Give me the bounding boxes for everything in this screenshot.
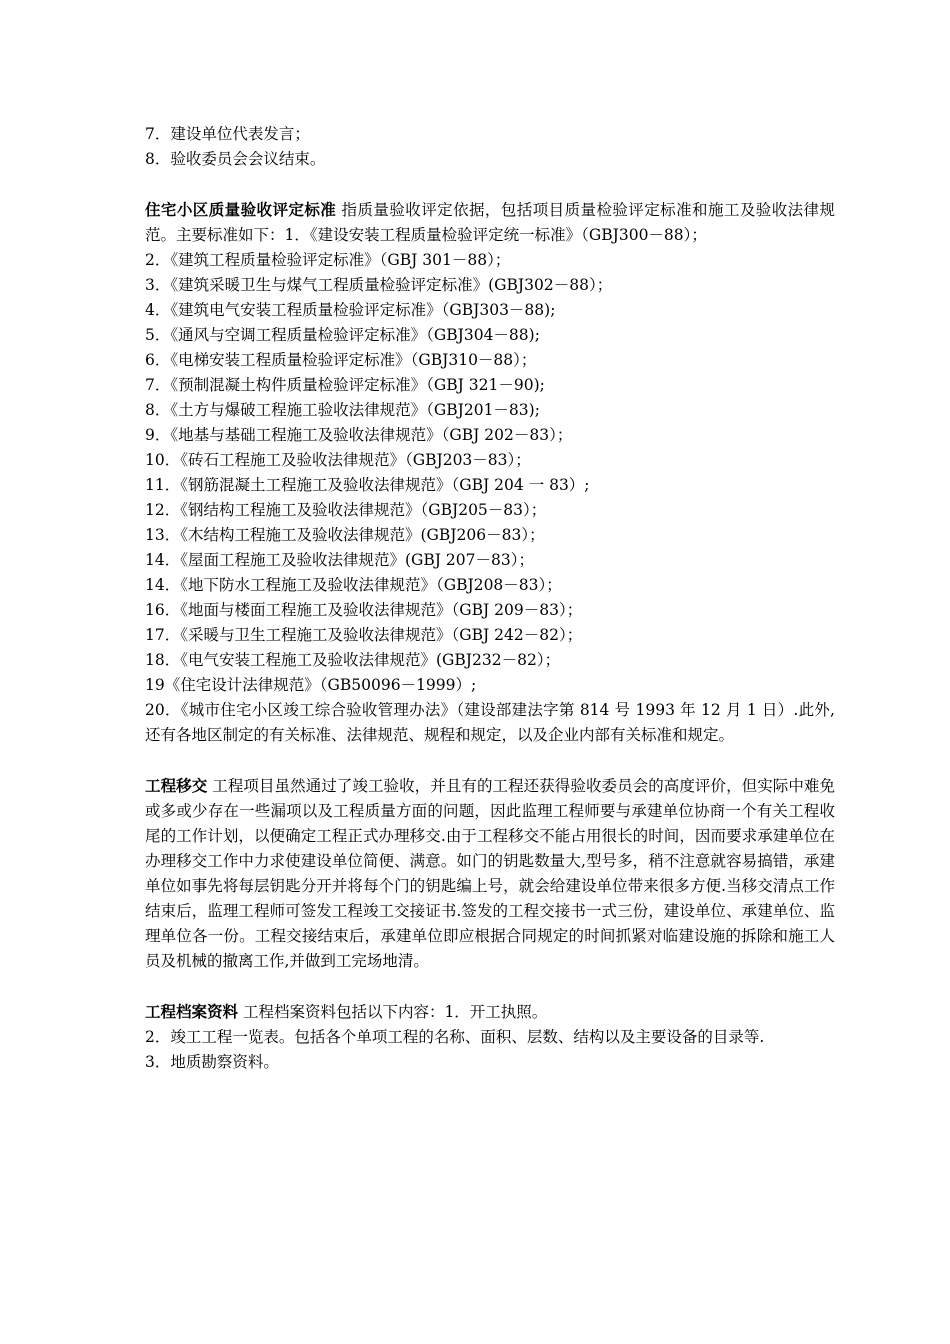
list-item: 8．验收委员会会议结束。 xyxy=(145,150,326,168)
paragraph-gap xyxy=(145,748,835,773)
list-item: 7．建设单位代表发言； xyxy=(145,125,310,143)
archives-paragraph xyxy=(145,999,835,1025)
paragraph-gap xyxy=(145,172,835,197)
standard-item: 4．《建筑电气安装工程质量检验评定标准》（GBJ303－88); xyxy=(145,301,556,319)
paragraph-gap xyxy=(145,974,835,999)
standard-item: 6．《电梯安装工程质量检验评定标准》（GBJ310－88）； xyxy=(145,351,537,369)
standards-heading: 住宅小区质量验收评定标准 xyxy=(145,200,337,219)
standard-item: 3．《建筑采暖卫生与煤气工程质量检验评定标准》(GBJ302－88）； xyxy=(145,276,613,294)
standard-item-last: 20．《城市住宅小区竣工综合验收管理办法》（建设部建法字第 814 号 1993 年 12 月 1 日）.此外,还有各地区制定的有关标准、法律规范、规程和规定，以及企业内部有关标准和规定。 xyxy=(145,701,835,744)
document-page xyxy=(145,122,835,1075)
standard-item: 8．《土方与爆破工程施工验收法律规范》（GBJ201－83); xyxy=(145,401,540,419)
archives-heading: 工程档案资料 xyxy=(145,1002,239,1021)
archives-intro: 工程档案资料包括以下内容：1．开工执照。 xyxy=(238,1003,548,1021)
standards-paragraph xyxy=(145,197,835,248)
archives-item: 3．地质勘察资料。 xyxy=(145,1053,279,1071)
standard-item: 11．《钢筋混凝土工程施工及验收法律规范》（GBJ 204 一 83）; xyxy=(145,476,590,494)
standard-item: 2．《建筑工程质量检验评定标准》（GBJ 301－88）； xyxy=(145,251,511,269)
standard-item: 18．《电气安装工程施工及验收法律规范》(GBJ232－82）； xyxy=(145,651,561,669)
standard-item: 5．《通风与空调工程质量检验评定标准》（GBJ304－88); xyxy=(145,326,540,344)
standard-item: 7．《预制混凝土构件质量检验评定标准》（GBJ 321－90); xyxy=(145,376,545,394)
standard-item: 14．《地下防水工程施工及验收法律规范》（GBJ208－83）； xyxy=(145,576,562,594)
handover-paragraph xyxy=(145,773,835,974)
handover-heading: 工程移交 xyxy=(145,776,208,795)
standards-intro: 指质量验收评定依据，包括项目质量检验评定标准和施工及验收法律规范。主要标准如下：1．《建设安装工程质量检验评定统一标准》（GBJ300－88）； xyxy=(145,201,835,244)
standard-item: 16．《地面与楼面工程施工及验收法律规范》（GBJ 209－83）； xyxy=(145,601,583,619)
standard-item: 12．《钢结构工程施工及验收法律规范》（GBJ205－83）； xyxy=(145,501,547,519)
standard-item: 14．《屋面工程施工及验收法律规范》(GBJ 207－83）； xyxy=(145,551,534,569)
archives-item: 2．竣工工程一览表。包括各个单项工程的名称、面积、层数、结构以及主要设备的目录等. xyxy=(145,1028,765,1046)
standard-item: 13．《木结构工程施工及验收法律规范》(GBJ206－83）； xyxy=(145,526,545,544)
standard-item: 17．《采暖与卫生工程施工及验收法律规范》（GBJ 242－82）； xyxy=(145,626,583,644)
handover-body: 工程项目虽然通过了竣工验收，并且有的工程还获得验收委员会的高度评价，但实际中难免或多或少存在一些漏项以及工程质量方面的问题，因此监理工程师要与承建单位协商一个有关工程收尾的工作计划，以便确定工程正式办理移交.由于工程移交不能占用很长的时间，因而要求承建单位在办理移交工作中力求使建设单位简便、满意。如门的钥匙数量大,型号多，稍不注意就容易搞错，承建单位如事先将每层钥匙分开并将每个门的钥匙编上号，就会给建设单位带来很多方便.当移交清点工作结束后，监理工程师可签发工程竣工交接证书.签发的工程交接书一式三份，建设单位、承建单位、监理单位各一份。工程交接结束后，承建单位即应根据合同规定的时间抓紧对临建设施的拆除和施工人员及机械的撤离工作,并做到工完场地清。 xyxy=(145,777,835,970)
standard-item: 9．《地基与基础工程施工及验收法律规范》（GBJ 202－83）； xyxy=(145,426,573,444)
standard-item: 10．《砖石工程施工及验收法律规范》（GBJ203－83）； xyxy=(145,451,531,469)
standard-item: 19《住宅设计法律规范》（GB50096－1999）; xyxy=(145,676,477,694)
